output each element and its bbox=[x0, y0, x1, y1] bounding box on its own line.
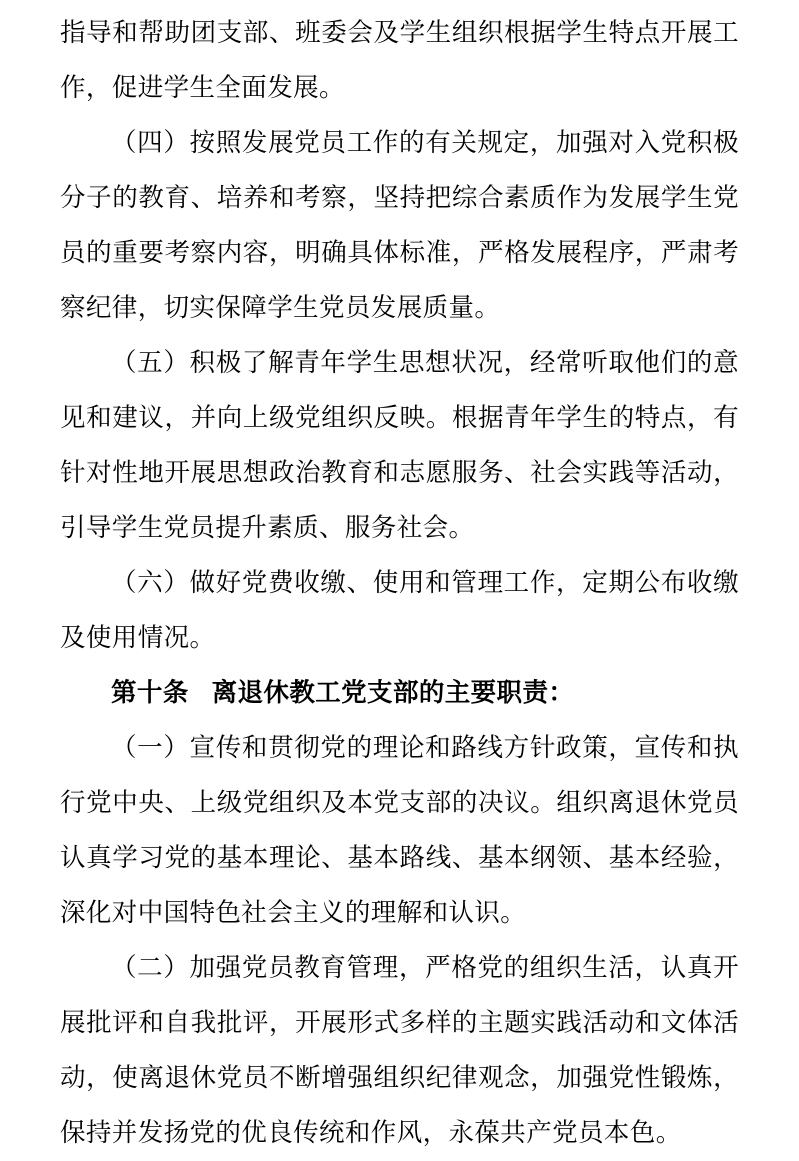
paragraph-ten-item-one: （一）宣传和贯彻党的理论和路线方针政策，宣传和执行党中央、上级党组织及本党支部的决议。组织离退休党员认真学习党的基本理论、基本路线、基本纲领、基本经验，深化对中国特色社会主义的理解和认识。 bbox=[60, 733, 739, 928]
article-title: 离退休教工党支部的主要职责： bbox=[211, 678, 575, 708]
article-number: 第十条 bbox=[111, 678, 189, 708]
paragraph-continuation: 指导和帮助团支部、班委会及学生组织根据学生特点开展工作，促进学生全面发展。 bbox=[60, 18, 739, 103]
article-heading-ten bbox=[60, 666, 739, 721]
document-body bbox=[60, 6, 739, 1161]
paragraph-item-five: （五）积极了解青年学生思想状况，经常听取他们的意见和建议，并向上级党组织反映。根据青年学生的特点，有针对性地开展思想政治教育和志愿服务、社会实践等活动，引导学生党员提升素质、服务社会。 bbox=[60, 348, 739, 543]
paragraph-ten-item-two: （二）加强党员教育管理，严格党的组织生活，认真开展批评和自我批评，开展形式多样的主题实践活动和文体活动，使离退休党员不断增强组织纪律观念，加强党性锻炼，保持并发扬党的优良传统和作风，永葆共产党员本色。 bbox=[60, 953, 739, 1148]
paragraph-item-six: （六）做好党费收缴、使用和管理工作，定期公布收缴及使用情况。 bbox=[60, 568, 739, 653]
paragraph-item-four: （四）按照发展党员工作的有关规定，加强对入党积极分子的教育、培养和考察，坚持把综合素质作为发展学生党员的重要考察内容，明确具体标准，严格发展程序，严肃考察纪律，切实保障学生党员发展质量。 bbox=[60, 128, 739, 323]
